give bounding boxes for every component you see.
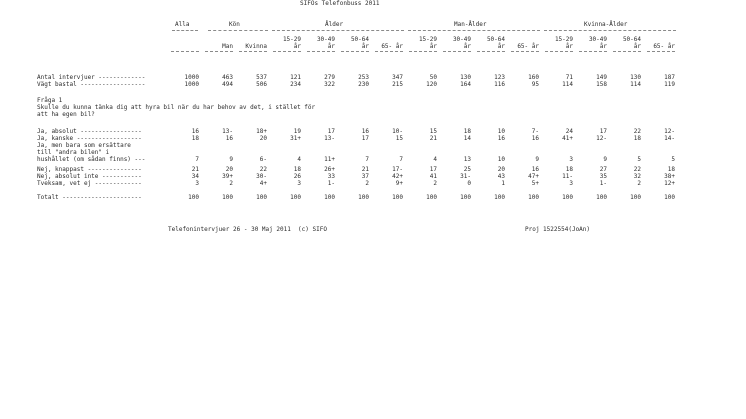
base-row-cell: 71	[565, 74, 573, 81]
answer-row-cell: 12-	[596, 135, 607, 142]
column-underline	[171, 51, 199, 52]
total-row-cell: 100	[630, 194, 641, 201]
base-row-cell: 149	[596, 74, 607, 81]
base-row-cell: 234	[290, 81, 301, 88]
footer-right: Proj 1522554(JoAn)	[525, 226, 591, 233]
answer-row-cell: 16	[531, 166, 539, 173]
base-row-cell: 322	[324, 81, 335, 88]
answer-row-cell: 12+	[664, 180, 675, 187]
base-row-cell: 1000	[184, 81, 199, 88]
base-row-cell: 215	[392, 81, 403, 88]
total-row-label: Totalt ----------------------	[37, 194, 142, 201]
answer-row-cell: 20	[259, 135, 267, 142]
answer-row-cell: 24	[565, 128, 573, 135]
base-row-cell: 158	[596, 81, 607, 88]
column-header-line2: 65- år	[653, 43, 675, 50]
answer-row-cell: 16	[191, 128, 199, 135]
answer-row-cell: 5+	[531, 180, 539, 187]
answer-row-cell: 2	[229, 180, 233, 187]
column-header-line1: 50-64	[350, 36, 369, 43]
total-row-cell: 100	[460, 194, 471, 201]
base-row-cell: 95	[531, 81, 539, 88]
answer-row-cell: 7-	[531, 128, 539, 135]
answer-row-cell: 16	[497, 135, 505, 142]
column-underline	[545, 51, 573, 52]
answer-row-label: Nej, absolut inte -----------	[37, 173, 142, 180]
total-row-cell: 100	[324, 194, 335, 201]
total-row-cell: 100	[596, 194, 607, 201]
column-underline	[477, 51, 505, 52]
answer-row-label: Ja, absolut -----------------	[37, 128, 142, 135]
answer-row-cell: 17	[361, 135, 369, 142]
answer-row-cell: 3	[569, 156, 573, 163]
total-row-cell: 100	[562, 194, 573, 201]
answer-row-cell: 18	[463, 128, 471, 135]
answer-row-cell: 6-	[259, 156, 267, 163]
answer-row-cell: 13-	[324, 135, 335, 142]
column-underline	[205, 51, 233, 52]
base-row-cell: 160	[528, 74, 539, 81]
answer-row-cell: 25	[463, 166, 471, 173]
answer-row-cell: 21	[191, 166, 199, 173]
answer-row-cell: 10	[497, 128, 505, 135]
base-row-cell: 506	[256, 81, 267, 88]
answer-row-cell: 41+	[562, 135, 573, 142]
question-text: Skulle du kunna tänka dig att hyra bil när du har behov av det, i stället för	[37, 104, 316, 111]
answer-row-label: hushållet (om sådan finns) ---	[37, 156, 146, 163]
column-header-line1: 15-29	[418, 36, 437, 43]
question-text: Fråga 1	[37, 97, 63, 104]
answer-row-cell: 38+	[664, 173, 675, 180]
column-header-line2: 65- år	[517, 43, 539, 50]
answer-row-cell: 20	[497, 166, 505, 173]
answer-row-cell: 11-	[562, 173, 573, 180]
base-row-cell: 120	[426, 81, 437, 88]
answer-row-cell: 37	[361, 173, 369, 180]
column-underline	[273, 51, 301, 52]
answer-row-cell: 22	[633, 166, 641, 173]
answer-row-cell: 17	[327, 128, 335, 135]
answer-row-cell: 1-	[599, 180, 607, 187]
answer-row-cell: 15	[429, 128, 437, 135]
answer-row-cell: 9	[535, 156, 539, 163]
total-row-cell: 100	[290, 194, 301, 201]
base-row-cell: 1000	[184, 74, 199, 81]
answer-row-cell: 22	[633, 128, 641, 135]
answer-row-cell: 2	[637, 180, 641, 187]
base-row-cell: 121	[290, 74, 301, 81]
total-row-cell: 100	[528, 194, 539, 201]
base-row-cell: 130	[460, 74, 471, 81]
base-row-cell: 494	[222, 81, 233, 88]
answer-row-label: till "andra bilen" i	[37, 149, 110, 156]
column-header-line2: år	[327, 43, 335, 50]
answer-row-cell: 4	[433, 156, 437, 163]
answer-row-cell: 4	[297, 156, 301, 163]
answer-row-cell: 21	[429, 135, 437, 142]
total-row-cell: 100	[664, 194, 675, 201]
answer-row-cell: 9	[603, 156, 607, 163]
answer-row-cell: 0	[467, 180, 471, 187]
column-header-line1: 30-49	[588, 36, 607, 43]
answer-row-cell: 9+	[395, 180, 403, 187]
column-header-line2: år	[463, 43, 471, 50]
answer-row-cell: 35	[599, 173, 607, 180]
column-header-line2: år	[497, 43, 505, 50]
answer-row-cell: 22	[259, 166, 267, 173]
answer-row-cell: 5	[671, 156, 675, 163]
answer-row-cell: 11+	[324, 156, 335, 163]
base-row-cell: 463	[222, 74, 233, 81]
answer-row-cell: 5	[637, 156, 641, 163]
column-underline	[409, 51, 437, 52]
column-underline	[613, 51, 641, 52]
answer-row-cell: 18	[667, 166, 675, 173]
answer-row-cell: 2	[433, 180, 437, 187]
column-header-line2: år	[633, 43, 641, 50]
answer-row-cell: 26+	[324, 166, 335, 173]
total-row-cell: 100	[358, 194, 369, 201]
answer-row-cell: 34	[191, 173, 199, 180]
base-row-cell: 114	[562, 81, 573, 88]
answer-row-cell: 18	[293, 166, 301, 173]
group-rule-alder	[272, 30, 404, 31]
answer-row-cell: 1-	[327, 180, 335, 187]
answer-row-cell: 10	[497, 156, 505, 163]
answer-row-cell: 16	[225, 135, 233, 142]
answer-row-cell: 17-	[392, 166, 403, 173]
column-underline	[443, 51, 471, 52]
answer-row-cell: 27	[599, 166, 607, 173]
answer-row-cell: 21	[361, 166, 369, 173]
base-row-cell: 279	[324, 74, 335, 81]
answer-row-label: Ja, kanske ------------------	[37, 135, 142, 142]
group-header-alder: Ålder	[325, 21, 344, 28]
answer-row-cell: 18	[633, 135, 641, 142]
answer-row-cell: 19	[293, 128, 301, 135]
answer-row-cell: 7	[195, 156, 199, 163]
column-header-line2: Man	[222, 43, 233, 50]
answer-row-cell: 2	[365, 180, 369, 187]
answer-row-cell: 16	[531, 135, 539, 142]
column-header-line1: 50-64	[622, 36, 641, 43]
answer-row-cell: 20	[225, 166, 233, 173]
answer-row-cell: 7	[399, 156, 403, 163]
base-row-cell: 50	[429, 74, 437, 81]
group-rule-man-alder	[408, 30, 540, 31]
answer-row-cell: 1	[501, 180, 505, 187]
answer-row-cell: 13	[463, 156, 471, 163]
answer-row-label: Nej, knappast ---------------	[37, 166, 142, 173]
group-rule-kvinna-alder	[544, 30, 676, 31]
base-row-cell: 230	[358, 81, 369, 88]
answer-row-label: Ja, men bara som ersättare	[37, 142, 131, 149]
column-header-line1: 15-29	[554, 36, 573, 43]
answer-row-cell: 43	[497, 173, 505, 180]
answer-row-cell: 3	[569, 180, 573, 187]
column-header-line2: 65- år	[381, 43, 403, 50]
total-row-cell: 100	[188, 194, 199, 201]
group-header-man-alder: Man-Ålder	[454, 21, 487, 28]
answer-row-cell: 47+	[528, 173, 539, 180]
answer-row-cell: 30-	[256, 173, 267, 180]
group-header-kvinna-alder: Kvinna-Ålder	[584, 21, 628, 28]
column-header-line1: 50-64	[486, 36, 505, 43]
column-header-line2: Kvinna	[245, 43, 267, 50]
total-row-cell: 100	[494, 194, 505, 201]
column-header-line2: år	[429, 43, 437, 50]
column-header-line2: år	[599, 43, 607, 50]
answer-row-cell: 18+	[256, 128, 267, 135]
answer-row-cell: 3	[297, 180, 301, 187]
answer-row-cell: 14	[463, 135, 471, 142]
column-underline	[239, 51, 267, 52]
answer-row-cell: 18	[565, 166, 573, 173]
answer-row-cell: 4+	[259, 180, 267, 187]
column-underline	[341, 51, 369, 52]
answer-row-cell: 18	[191, 135, 199, 142]
column-underline	[375, 51, 403, 52]
answer-row-cell: 9	[229, 156, 233, 163]
base-row-label: Antal intervjuer -------------	[37, 74, 146, 81]
column-underline	[511, 51, 539, 52]
answer-row-cell: 42+	[392, 173, 403, 180]
total-row-cell: 100	[426, 194, 437, 201]
base-row-cell: 119	[664, 81, 675, 88]
base-row-cell: 187	[664, 74, 675, 81]
column-underline	[647, 51, 675, 52]
total-row-cell: 100	[222, 194, 233, 201]
answer-row-label: Tveksam, vet ej -------------	[37, 180, 142, 187]
group-rule-kon	[208, 30, 268, 31]
group-rule-alla	[172, 30, 198, 31]
column-header-line1: 30-49	[316, 36, 335, 43]
group-header-kon: Kön	[229, 21, 240, 28]
base-row-cell: 116	[494, 81, 505, 88]
footer-left: Telefonintervjuer 26 - 30 Maj 2011 (c) SIFO	[168, 226, 327, 233]
total-row-cell: 100	[256, 194, 267, 201]
column-underline	[579, 51, 607, 52]
answer-row-cell: 17	[599, 128, 607, 135]
answer-row-cell: 41	[429, 173, 437, 180]
report-title: SIFOs Telefonbuss 2011	[300, 0, 380, 7]
column-header-line2: år	[565, 43, 573, 50]
answer-row-cell: 3	[195, 180, 199, 187]
column-header-line1: 30-49	[452, 36, 471, 43]
column-header-line2: år	[361, 43, 369, 50]
answer-row-cell: 13-	[222, 128, 233, 135]
answer-row-cell: 26	[293, 173, 301, 180]
column-header-line1: 15-29	[282, 36, 301, 43]
answer-row-cell: 17	[429, 166, 437, 173]
base-row-cell: 253	[358, 74, 369, 81]
base-row-cell: 123	[494, 74, 505, 81]
base-row-cell: 537	[256, 74, 267, 81]
answer-row-cell: 7	[365, 156, 369, 163]
answer-row-cell: 31+	[290, 135, 301, 142]
base-row-cell: 164	[460, 81, 471, 88]
answer-row-cell: 10-	[392, 128, 403, 135]
answer-row-cell: 39+	[222, 173, 233, 180]
base-row-cell: 347	[392, 74, 403, 81]
base-row-cell: 114	[630, 81, 641, 88]
total-row-cell: 100	[392, 194, 403, 201]
group-header-alla: Alla	[175, 21, 190, 28]
answer-row-cell: 31-	[460, 173, 471, 180]
question-text: att ha egen bil?	[37, 111, 95, 118]
column-header-line2: år	[293, 43, 301, 50]
answer-row-cell: 32	[633, 173, 641, 180]
base-row-cell: 130	[630, 74, 641, 81]
answer-row-cell: 12-	[664, 128, 675, 135]
column-underline	[307, 51, 335, 52]
answer-row-cell: 16	[361, 128, 369, 135]
answer-row-cell: 15	[395, 135, 403, 142]
answer-row-cell: 14-	[664, 135, 675, 142]
base-row-label: Vägt bastal ------------------	[37, 81, 146, 88]
answer-row-cell: 33	[327, 173, 335, 180]
